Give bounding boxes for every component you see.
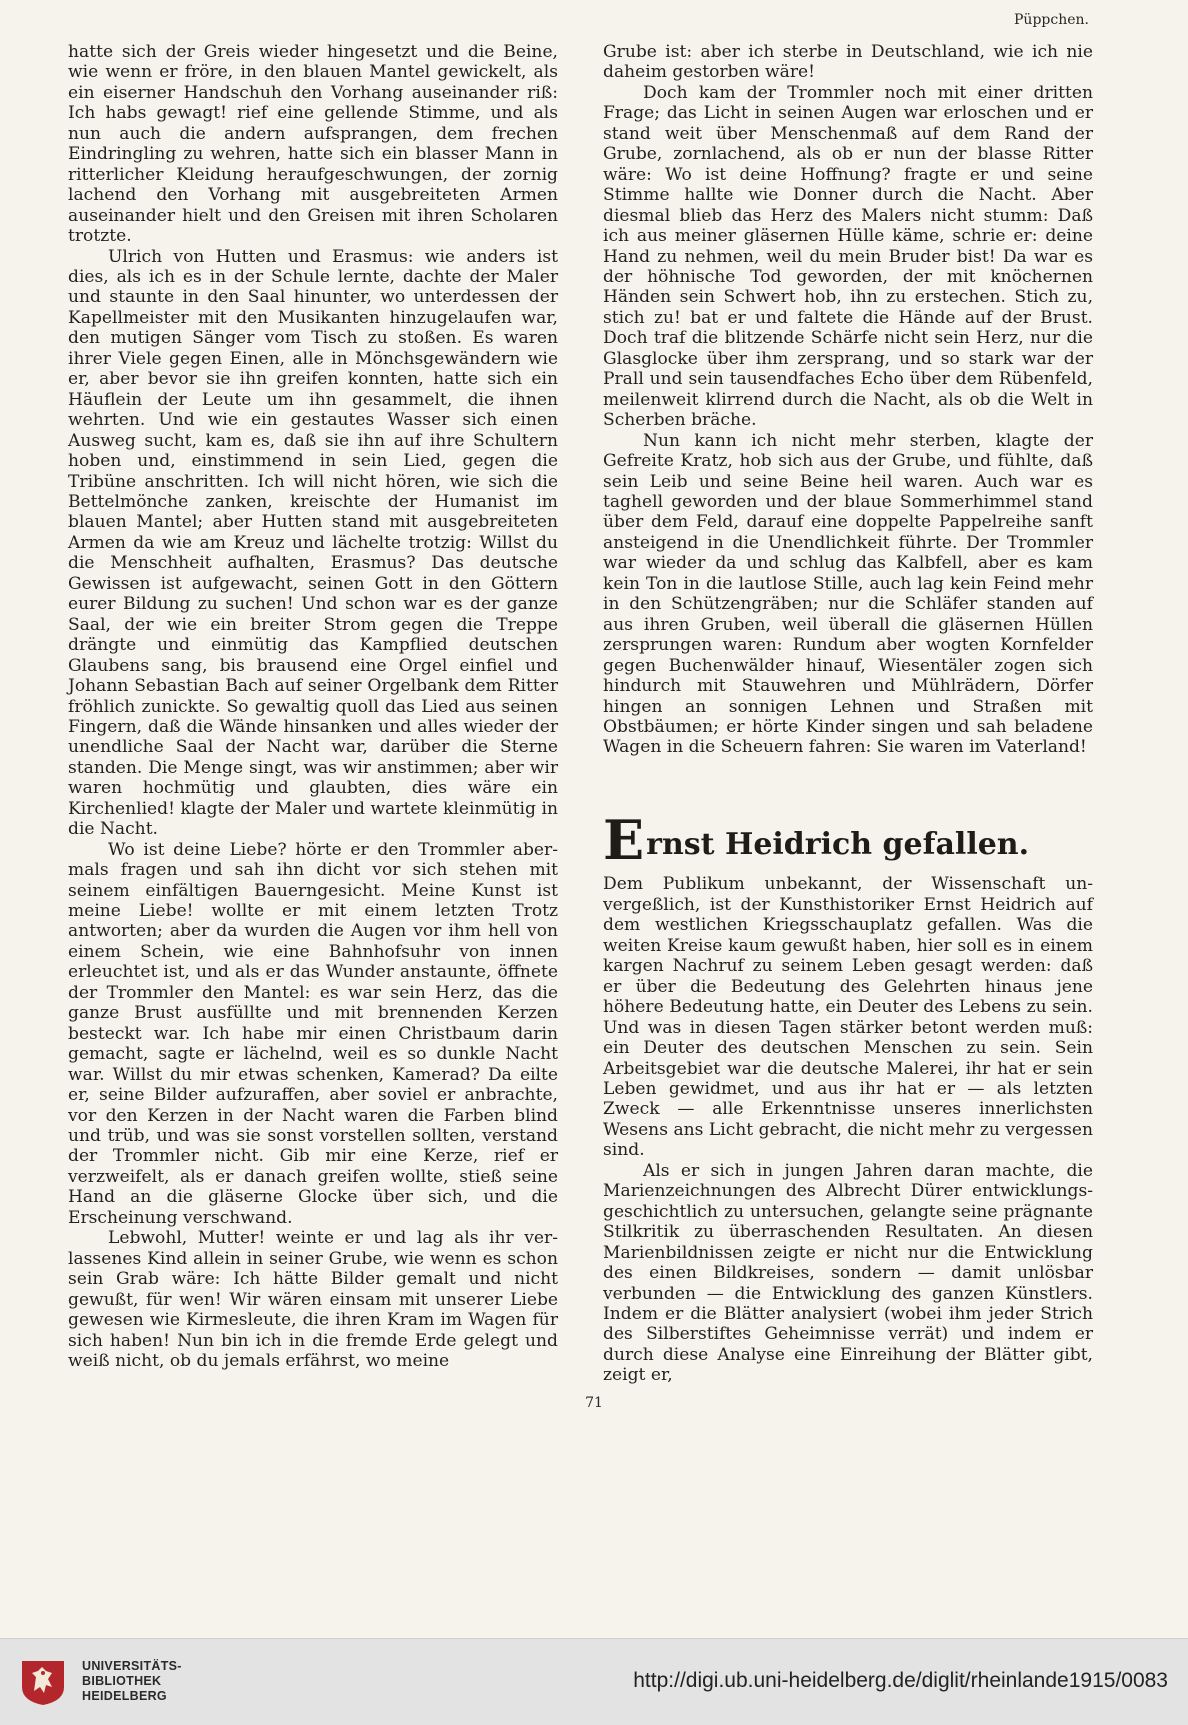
left-paragraph-2: Ulrich von Hutten und Erasmus: wie anders ist dies, als ich es in der Schule lernte, dachte der Maler und staunte in den Saal hinunter, wo unterdessen der Kapellmeister mit den Musikanten hinzugelaufen war, den mutigen Sänger vom Tisch zu stoßen. Es waren ihrer Viele gegen Einen, alle in Mönchsgewändern wie er, aber bevor sie ihn greifen konnten, hatte sich ein Häuflein der Leute um ihn gesammelt, die ihnen wehrten. Und wie ein gestautes Wasser sich einen Ausweg sucht, kam es, daß sie ihn auf ihre Schultern hoben und, einstimmend in sein Lied, gegen die Tribüne anschritten. Ich will nicht hören, wie sich die Bettelmönche zanken, kreischte der Humanist im blauen Mantel; aber Hutten stand mit ausgebreiteten Armen da wie am Kreuz und lächelte trotzig: Willst du die Menschheit aufhalten, Erasmus? Das deutsche Gewissen ist aufgewacht, seinen Gott in den Göttern eurer Bildung zu suchen! Und schon war es der ganze Saal, der wie ein breiter Strom gegen die Treppe drängte und einmütig das Kampflied deutschen Glaubens sang, bis brausend eine Orgel einfiel und Johann Sebastian Bach auf seiner Orgelbank dem Ritter fröhlich zunickte. So gewaltig quoll das Lied aus seinen Fingern, daß die Wände hinsanken und alles wieder der unendliche Saal der Nacht war, darüber die Sterne standen. Die Menge singt, was wir anstimmen; aber wir waren hochmütig und glaubten, dies wäre ein Kirchenlied! klagte der Maler und wartete kleinmütig in die Nacht. — [68, 246, 558, 840]
right-paragraph-1: Grube ist: aber ich sterbe in Deutschland, wie ich nie daheim gestorben wäre! — [603, 42, 1093, 83]
article-title-text: rnst Heidrich gefallen. — [646, 827, 1030, 863]
heidelberg-lion-seal-icon[interactable] — [16, 1657, 70, 1707]
left-paragraph-1: hatte sich der Greis wieder hingesetzt und die Beine, wie wenn er fröre, in den blauen Mantel gewickelt, als ein eiserner Handschuh den Vorhang auseinander riß: Ich habs gewagt! rief eine gellende Stimme, und als nun auch die andern aufsprangen, dem frechen Eindringling zu wehren, hatte sich ein blasser Mann in ritterlicher Kleidung heraufgeschwungen, der zornig lachend den Vorhang mit ausgebreiteten Armen auseinander hielt und den Greisen mit ihren Scholaren trotzte. — [68, 42, 558, 247]
right-paragraph-3: Nun kann ich nicht mehr sterben, klagte der Gefreite Kratz, hob sich aus der Grube, und fühlte, daß sein Leib und seine Beine heil waren. Auch war es taghell geworden und der blaue Sommerhimmel stand über dem Feld, darauf eine doppelte Pappelreihe sanft ansteigend in die Unendlichkeit führte. Der Trommler war wieder da und schlug das Kalbfell, aber es kam kein Ton in die lautlose Stille, auch lag kein Feind mehr in den Schützengräben; nur die Schläfer standen auf aus ihren Gruben, weil überall die gläsernen Hüllen zersprungen waren: Rundum aber wogten Kornfelder gegen Buchenwälder hinauf, Wiesentäler zogen sich hindurch mit Stauwehren und Mühlrädern, Dörfer hingen an sonnigen Lehnen und Straßen mit Obstbäumen; er hörte Kinder singen und sah beladene Wagen in die Scheuern fahren: Sie waren im Vaterland! — [603, 430, 1093, 758]
left-paragraph-4: Lebwohl, Mutter! weinte er und lag als ihr verlassenes Kind allein in seiner Grube, wie wenn es schon sein Grab wäre: Ich hätte Bilder gemalt und nicht gewußt, für wen! Wir wären einsam mit unserer Liebe gewesen wie Kirmesleute, die ihren Kram im Wagen für sich haben! Nun bin ich in die fremde Erde gelegt und weiß nicht, ob du jemals erfährst, wo meine — [68, 1228, 558, 1371]
right-paragraph-2: Doch kam der Trommler noch mit einer dritten Frage; das Licht in seinen Augen war erloschen und er stand weit über Menschenmaß auf dem Rand der Grube, zornlachend, als ob er nun der blasse Ritter wäre: Wo ist deine Hoffnung? fragte er und seine Stimme hallte wie Donner durch die Nacht. Aber diesmal blieb das Herz des Malers nicht stumm: Daß ich aus meiner gläsernen Hülle käme, schrie er: deine Hand zu nehmen, weil du mein Bruder bist! Da war es der höhnische Tod geworden, der mit knöchernen Händen sein Schwert hob, ihn zu erstechen. Stich zu, stich zu! bat er und faltete die Hände auf der Brust. Doch traf die blitzende Schärfe nicht sein Herz, nur die Glasglocke über ihm zersprang, und so stark war der Prall und sein tausendfaches Echo über dem Rübenfeld, meilenweit klirrend durch die Nacht, als ob die Welt in Scherben bräche. — [603, 82, 1093, 431]
page-number: 71 — [585, 1395, 603, 1411]
article-title — [603, 807, 1093, 872]
institution-name — [82, 1659, 182, 1704]
running-head: Püppchen. — [1014, 12, 1089, 28]
institution-line-3: HEIDELBERG — [82, 1689, 167, 1703]
left-paragraph-3: Wo ist deine Liebe? hörte er den Trommler abermals fragen und sah ihn dicht vor sich stehen mit seinem einfältigen Bauerngesicht. Meine Kunst ist meine Liebe! wollte er mit einem letzten Trotz antworten; aber da wurden die Augen vor ihm hell von einem Schein, wie eine Bahnhofsuhr von innen erleuchtet ist, und als er das Wunder anstaunte, öffnete der Trommler den Mantel: es war sein Herz, das die ganze Brust ausfüllte und mit brennenden Kerzen besteckt war. Ich habe mir einen Christbaum darin gemacht, sagte er lächelnd, weil es so dunkle Nacht war. Willst du mir etwas schenken, Kamerad? Da eilte er, seine Bilder aufzuraffen, aber soviel er anbrachte, vor den Kerzen in der Nacht waren die Farben blind und trüb, und was sie sonst vorstellen sollten, verstand der Trommler nicht. Gib mir eine Kerze, rief er verzweifelt, als er danach greifen wollte, stieß seine Hand an die gläserne Glocke über sich, und die Erscheinung verschwand. — [68, 839, 558, 1228]
right-column — [603, 42, 1093, 1386]
article-drop-cap: E — [603, 807, 645, 872]
source-url-link[interactable]: http://digi.ub.uni-heidelberg.de/diglit/rheinlande1915/0083 — [633, 1669, 1168, 1692]
article-paragraph-1: Dem Publikum unbekannt, der Wissenschaft unvergeßlich, ist der Kunsthistoriker Ernst Heidrich auf dem westlichen Kriegsschauplatz gefallen. Was die weiten Kreise kaum gewußt haben, hier soll es in einem kargen Nachruf zu seinem Leben gesagt werden: daß er über die Bedeutung des Gelehrten hinaus jene höhere Bedeutung hatte, ein Deuter des Lebens zu sein. Und was in diesen Tagen stärker betont werden muß: ein Deuter des deutschen Menschen zu sein. Sein Arbeitsgebiet war die deutsche Malerei, ihr hat er sein Leben gewidmet, und aus ihr hat er — als letzten Zweck — alle Erkenntnisse unseres innerlichsten Wesens ans Licht gebracht, die nicht mehr zu vergessen sind. — [603, 874, 1093, 1161]
left-column — [68, 42, 558, 1371]
article-paragraph-2: Als er sich in jungen Jahren daran machte, die Marienzeichnungen des Albrecht Dürer entwicklungsgeschichtlich zu untersuchen, gelangte seine prägnante Stilkritik zu überraschenden Resultaten. An diesen Marienbildnissen zeigte er nicht nur die Entwicklung des einen Bildkreises, sondern — damit unlösbar verbunden — die Entwicklung des ganzen Künstlers. Indem er die Blätter analysiert (wobei ihm jeder Strich des Silberstiftes Geheimnisse verrät) und indem er durch diese Analyse eine Einreihung der Blätter gibt, zeigt er, — [603, 1160, 1093, 1386]
institution-line-2: BIBLIOTHEK — [82, 1674, 162, 1688]
viewer-footer — [0, 1638, 1188, 1725]
institution-line-1: UNIVERSITÄTS- — [82, 1659, 182, 1673]
